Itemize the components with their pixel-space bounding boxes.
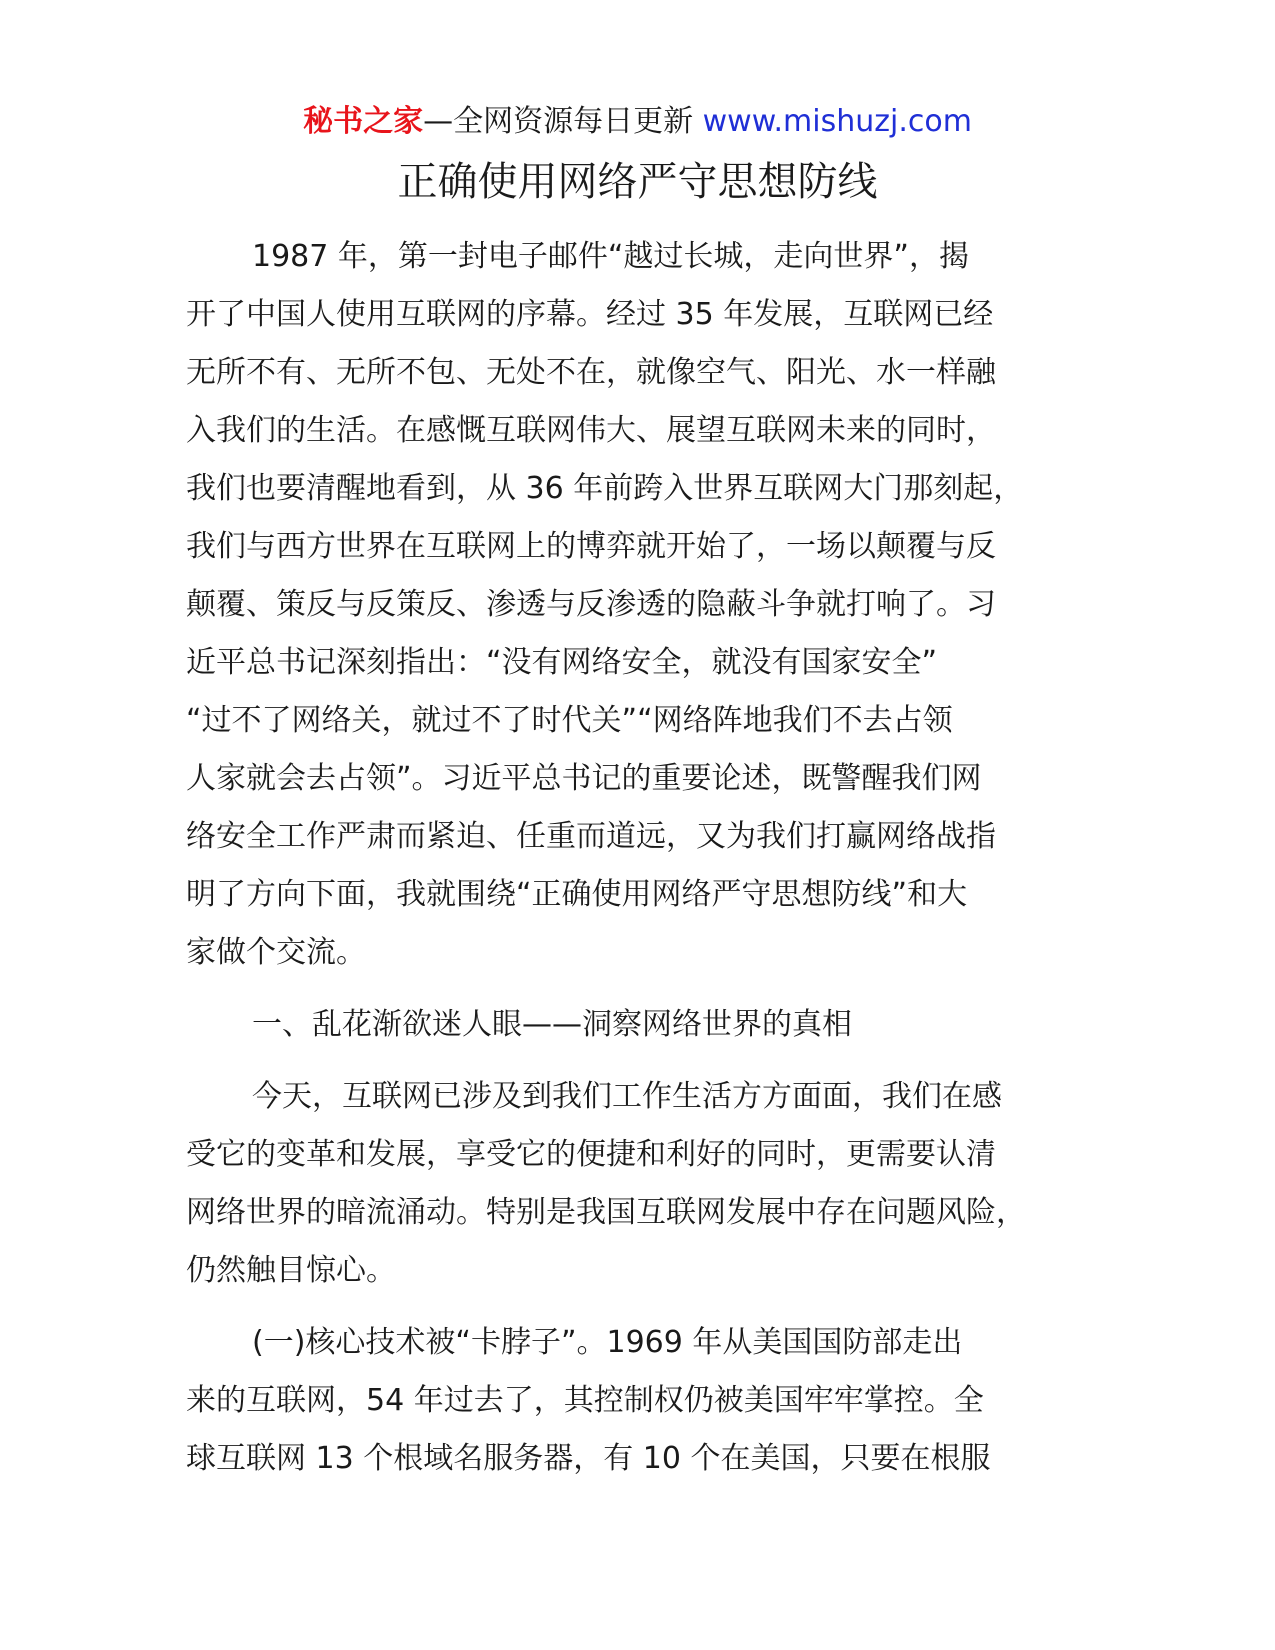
text-line: 开了中国人使用互联网的序幕。经过 35 年发展，互联网已经 xyxy=(186,297,994,332)
text-line: 我们也要清醒地看到，从 36 年前跨入世界互联网大门那刻起， xyxy=(186,471,1024,506)
site-url-link[interactable]: www.mishuzj.com xyxy=(702,104,972,139)
paragraph xyxy=(186,228,1126,982)
text-line: 我们与西方世界在互联网上的博弈就开始了，一场以颠覆与反 xyxy=(186,529,996,564)
document-title: 正确使用网络严守思想防线 xyxy=(397,159,878,205)
text-line: 来的互联网，54 年过去了，其控制权仍被美国牢牢掌控。全 xyxy=(186,1383,984,1418)
text-line: 无所不有、无所不包、无处不在，就像空气、阳光、水一样融 xyxy=(186,355,996,390)
paragraph xyxy=(186,1068,1126,1300)
document-body xyxy=(186,228,1126,1488)
text-line: “过不了网络关，就过不了时代关”“网络阵地我们不去占领 xyxy=(186,703,953,738)
text-line: 1987 年，第一封电子邮件“越过长城，走向世界”，揭 xyxy=(252,239,969,274)
paragraph-gap xyxy=(186,1300,1126,1314)
text-line: 网络世界的暗流涌动。特别是我国互联网发展中存在问题风险， xyxy=(186,1195,1026,1230)
text-line: 今天，互联网已涉及到我们工作生活方方面面，我们在感 xyxy=(252,1079,1002,1114)
text-line: 颠覆、策反与反策反、渗透与反渗透的隐蔽斗争就打响了。习 xyxy=(186,587,996,622)
text-line: 明了方向下面，我就围绕“正确使用网络严守思想防线”和大 xyxy=(186,877,968,912)
site-slogan: —全网资源每日更新 xyxy=(423,104,703,139)
text-line: 络安全工作严肃而紧迫、任重而道远，又为我们打赢网络战指 xyxy=(186,819,996,854)
text-line: 仍然触目惊心。 xyxy=(186,1253,396,1288)
paragraph-gap xyxy=(186,1054,1126,1068)
text-line: 球互联网 13 个根域名服务器，有 10 个在美国，只要在根服 xyxy=(186,1441,991,1476)
paragraph xyxy=(186,996,1126,1054)
site-brand: 秘书之家 xyxy=(303,104,424,139)
text-line: (一)核心技术被“卡脖子”。1969 年从美国国防部走出 xyxy=(252,1325,963,1360)
site-header xyxy=(0,100,1275,144)
text-line: 家做个交流。 xyxy=(186,935,366,970)
text-line: 受它的变革和发展，享受它的便捷和利好的同时，更需要认清 xyxy=(186,1137,996,1172)
paragraph xyxy=(186,1314,1126,1488)
text-line: 近平总书记深刻指出：“没有网络安全，就没有国家安全” xyxy=(186,645,938,680)
text-line: 人家就会去占领”。习近平总书记的重要论述，既警醒我们网 xyxy=(186,761,982,796)
text-line: 一、乱花渐欲迷人眼——洞察网络世界的真相 xyxy=(252,1007,852,1042)
paragraph-gap xyxy=(186,982,1126,996)
text-line: 入我们的生活。在感慨互联网伟大、展望互联网未来的同时， xyxy=(186,413,996,448)
